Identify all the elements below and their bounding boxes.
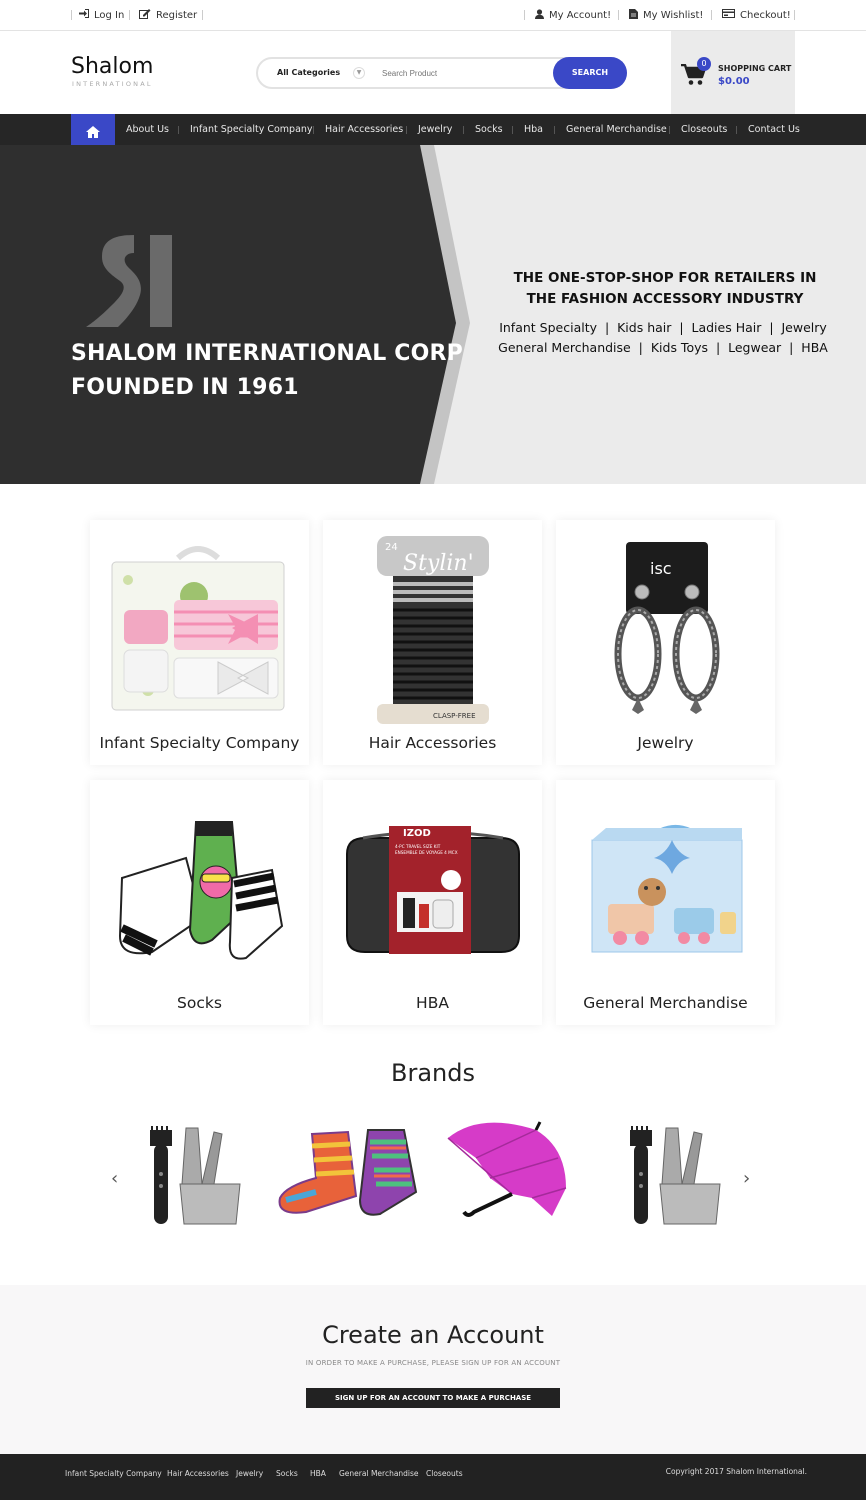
divider [618,10,619,20]
my-account-link[interactable] [535,9,611,22]
my-wishlist-link[interactable] [629,9,703,22]
shopping-cart[interactable] [671,31,795,114]
footer-link-jewelry[interactable]: Jewelry [236,1469,264,1478]
my-account-label: My Account! [549,10,612,21]
divider [129,10,130,20]
search-button[interactable]: SEARCH [553,57,627,89]
nav-socks[interactable]: Socks [475,124,503,135]
credit-card-icon [722,9,735,21]
nav-hba[interactable]: Hba [524,124,543,135]
top-bar [0,0,866,31]
stylin-brand-text: Stylin' [403,551,474,576]
chevron-down-icon[interactable]: ▼ [353,67,365,79]
site-logo-subtitle: INTERNATIONAL [72,80,153,88]
travel-kit-image [343,824,523,956]
cart-label: SHOPPING CART [718,64,792,73]
divider [512,126,513,134]
hero-banner [0,145,866,484]
create-account-subtitle: IN ORDER TO MAKE A PURCHASE, PLEASE SIGN UP FOR AN ACCOUNT [305,1359,561,1367]
nav-about-us[interactable]: About Us [126,124,170,135]
carousel-next-button[interactable]: › [743,1168,751,1189]
footer-link-closeouts[interactable]: Closeouts [426,1469,463,1478]
category-card-socks[interactable] [90,780,309,1025]
category-card-jewelry[interactable] [556,520,775,765]
carousel-prev-button[interactable]: ‹ [111,1168,119,1189]
cart-count-badge: 0 [697,57,711,71]
checkout-label: Checkout! [740,9,791,21]
divider [71,10,72,20]
earrings-image [614,540,720,715]
nav-jewelry[interactable]: Jewelry [418,124,453,135]
divider [711,10,712,20]
tagline-line-2: THE FASHION ACCESSORY INDUSTRY [526,291,804,307]
stylin-count-text: 24 [385,542,398,553]
hero-line-2: FOUNDED IN 1961 [71,375,299,400]
divider [406,126,407,134]
brands-heading: Brands [391,1059,475,1087]
register-link[interactable] [139,9,197,22]
main-nav [0,114,866,145]
hero-tagline [495,268,835,310]
category-card-hba[interactable] [323,780,542,1025]
divider [554,126,555,134]
register-label: Register [156,10,198,21]
divider [463,126,464,134]
category-card-infant-specialty[interactable] [90,520,309,765]
create-account-section [0,1285,866,1454]
izod-brand-text: IZOD [403,828,431,839]
category-label: Socks [177,994,222,1012]
nav-infant-specialty-company[interactable]: Infant Specialty Company [190,124,313,135]
divider [524,10,525,20]
home-button[interactable] [71,114,115,145]
user-icon [535,9,544,22]
category-label: Infant Specialty Company [99,734,300,752]
category-label: General Merchandise [583,994,748,1012]
cart-amount: $0.00 [718,76,750,87]
search-bar [256,57,627,89]
divider [794,10,795,20]
sign-up-button[interactable]: SIGN UP FOR AN ACCOUNT TO MAKE A PURCHASE [306,1388,560,1408]
login-link[interactable] [79,9,124,21]
category-label: Jewelry [637,734,694,752]
divider [736,126,737,134]
hero-company-heading [71,337,463,405]
brand-logo-colorful-socks[interactable] [276,1126,422,1220]
divider [202,10,203,20]
izod-kit-text-2: ENSEMBLE DE VOYAGE 4 MCX [395,850,458,855]
izod-kit-text-1: 4-PC TRAVEL SIZE KIT [395,844,441,849]
nav-hair-accessories[interactable]: Hair Accessories [325,124,404,135]
hero-line-1: SHALOM INTERNATIONAL CORP [71,341,463,366]
category-label: HBA [416,994,449,1012]
category-select[interactable]: All Categories [277,68,341,77]
search-input[interactable] [382,69,542,78]
footer [0,1454,866,1500]
hair-ties-pack-image [373,534,493,726]
nav-closeouts[interactable]: Closeouts [681,124,728,135]
footer-link-general-merchandise[interactable]: General Merchandise [339,1469,419,1478]
gift-bag-image [586,820,746,960]
home-icon [86,123,100,142]
brand-logo-umbrella[interactable] [440,1118,574,1238]
category-card-hair-accessories[interactable] [323,520,542,765]
divider [313,126,314,134]
create-account-title: Create an Account [322,1321,544,1349]
footer-link-infant-specialty-company[interactable]: Infant Specialty Company [65,1469,162,1478]
footer-link-hair-accessories[interactable]: Hair Accessories [167,1469,229,1478]
category-card-general-merchandise[interactable] [556,780,775,1025]
footer-link-socks[interactable]: Socks [276,1469,298,1478]
nav-contact-us[interactable]: Contact Us [748,124,800,135]
hero-categories-line-2: General Merchandise | Kids Toys | Legwear | HBA [498,340,828,355]
edit-icon [139,9,151,22]
site-logo[interactable]: Shalom [71,54,154,79]
footer-link-hba[interactable]: HBA [310,1469,326,1478]
brand-logo-grooming-tools[interactable] [140,1124,250,1234]
infant-gift-set-image [108,540,288,715]
nav-general-merchandise[interactable]: General Merchandise [566,124,667,135]
isc-brand-text: isc [650,559,672,578]
checkout-link[interactable] [722,9,791,21]
divider [178,126,179,134]
copyright-text: Copyright 2017 Shalom International. [665,1467,807,1476]
brand-logo-grooming-tools[interactable] [620,1124,730,1234]
tagline-line-1: THE ONE-STOP-SHOP FOR RETAILERS IN [513,270,817,286]
socks-image [116,818,284,962]
divider [669,126,670,134]
hero-background [0,145,866,484]
login-label: Log In [94,9,125,21]
clasp-free-text: CLASP-FREE [433,712,476,720]
category-label: Hair Accessories [368,734,497,752]
login-icon [79,9,89,21]
my-wishlist-label: My Wishlist! [643,10,704,21]
document-icon [629,9,638,22]
hero-categories-line-1: Infant Specialty | Kids hair | Ladies Hair | Jewelry [499,320,827,335]
